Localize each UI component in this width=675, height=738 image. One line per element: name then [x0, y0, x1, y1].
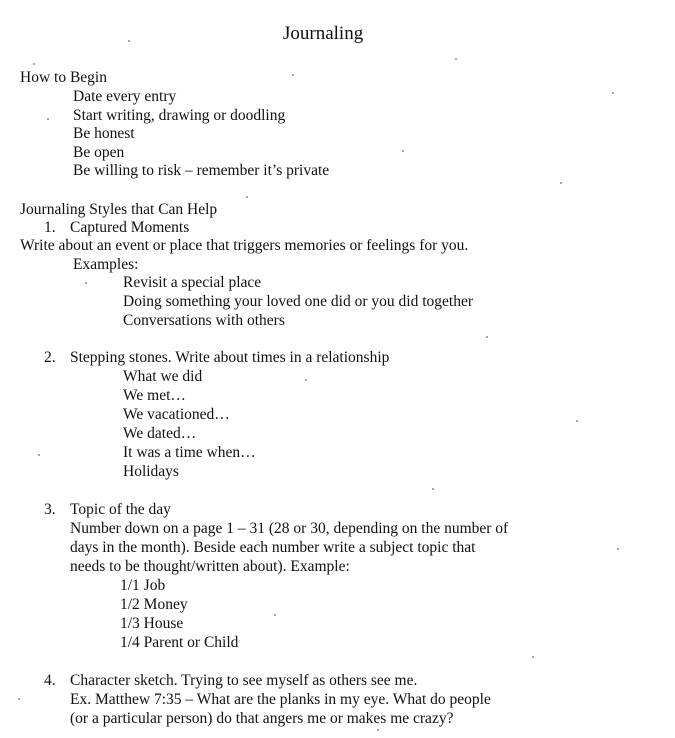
- examples-label: Examples:: [73, 256, 139, 273]
- relationship-item: We dated…: [123, 425, 197, 442]
- style-3-description-line: needs to be thought/written about). Example:: [70, 558, 350, 575]
- scan-speck: [486, 336, 488, 338]
- scan-speck: [560, 182, 562, 184]
- example-item: Doing something your loved one did or you did together: [123, 293, 473, 310]
- scan-speck: [85, 282, 87, 284]
- scan-speck: [246, 196, 248, 198]
- style-number: 4.: [44, 672, 56, 689]
- scan-speck: [38, 454, 40, 456]
- topic-example: 1/4 Parent or Child: [120, 634, 239, 651]
- begin-item: Date every entry: [73, 88, 177, 105]
- scan-speck: [576, 420, 578, 422]
- topic-example: 1/1 Job: [120, 577, 166, 594]
- scan-speck: [612, 92, 614, 94]
- scan-speck: [33, 63, 35, 65]
- style-4-description-line: (or a particular person) do that angers me or makes me crazy?: [70, 710, 454, 727]
- scan-speck: [274, 614, 276, 616]
- style-2-title: Stepping stones. Write about times in a relationship: [70, 349, 390, 366]
- scan-speck: [18, 698, 20, 700]
- begin-item: Start writing, drawing or doodling: [73, 107, 286, 124]
- style-number: 3.: [44, 501, 56, 518]
- topic-example: 1/2 Money: [120, 596, 188, 613]
- relationship-item: We met…: [123, 387, 186, 404]
- begin-item: Be willing to risk – remember it’s private: [73, 162, 330, 179]
- scan-speck: [532, 656, 534, 658]
- relationship-item: We vacationed…: [123, 406, 230, 423]
- relationship-item: Holidays: [123, 463, 179, 480]
- style-1-description: Write about an event or place that triggers memories or feelings for you.: [20, 237, 469, 254]
- example-item: Revisit a special place: [123, 274, 262, 291]
- style-3-title-line: [44, 501, 171, 519]
- scan-speck: [47, 118, 49, 120]
- style-4-title-line: [44, 672, 417, 690]
- styles-heading: Journaling Styles that Can Help: [20, 201, 218, 218]
- relationship-item: It was a time when…: [123, 444, 256, 461]
- scan-speck: [292, 74, 294, 76]
- how-to-begin-heading: How to Begin: [20, 69, 107, 86]
- begin-item: Be honest: [73, 125, 135, 142]
- style-1-title: Captured Moments: [70, 219, 190, 236]
- scan-speck: [402, 150, 404, 152]
- topic-example: 1/3 House: [120, 615, 184, 632]
- scan-speck: [128, 40, 130, 42]
- style-2-title-line: [44, 349, 389, 367]
- begin-item: Be open: [73, 144, 125, 161]
- relationship-item: What we did: [123, 368, 203, 385]
- style-4-title: Character sketch. Trying to see myself as others see me.: [70, 672, 418, 689]
- scan-speck: [305, 379, 307, 381]
- style-number: 2.: [44, 349, 56, 366]
- style-3-title: Topic of the day: [70, 501, 171, 518]
- example-item: Conversations with others: [123, 312, 285, 329]
- scan-speck: [617, 548, 619, 550]
- scan-speck: [455, 58, 457, 60]
- style-4-description-line: Ex. Matthew 7:35 – What are the planks in my eye. What do people: [70, 691, 491, 708]
- style-3-description-line: days in the month). Beside each number write a subject topic that: [70, 539, 476, 556]
- scan-speck: [432, 488, 434, 490]
- style-number: 1.: [44, 219, 56, 236]
- style-3-description-line: Number down on a page 1 – 31 (28 or 30, depending on the number of: [70, 520, 509, 537]
- scan-speck: [377, 729, 379, 731]
- style-1-title-line: [44, 219, 189, 237]
- page-title: Journaling: [283, 23, 364, 44]
